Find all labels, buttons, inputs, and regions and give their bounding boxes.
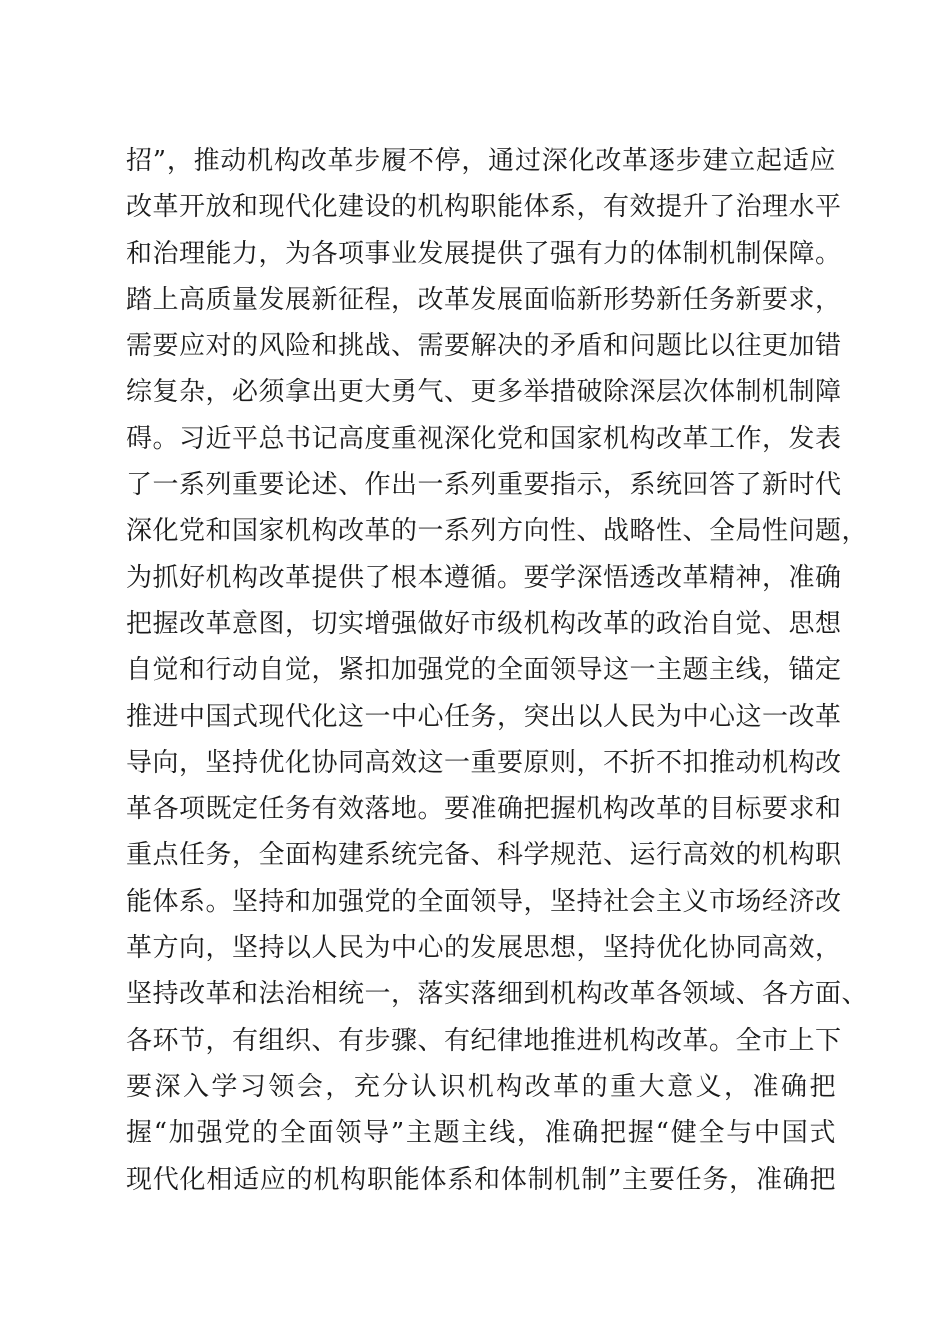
text-line: 深化党和国家机构改革的一系列方向性、战略性、全局性问题，: [126, 516, 869, 547]
text-line: 为抓好机构改革提供了根本遵循。要学深悟透改革精神，准确: [126, 562, 842, 593]
text-line: 招”，推动机构改革步履不停，通过深化改革逐步建立起适应: [126, 146, 836, 176]
text-line: 各环节，有组织、有步骤、有纪律地推进机构改革。全市上下: [126, 1025, 842, 1056]
text-line: 要深入学习领会，充分认识机构改革的重大意义，准确把: [126, 1071, 836, 1102]
text-line: 重点任务，全面构建系统完备、科学规范、运行高效的机构职: [126, 840, 842, 871]
text-line: 踏上高质量发展新征程，改革发展面临新形势新任务新要求，: [126, 284, 842, 315]
text-line: 导向，坚持优化协同高效这一重要原则，不折不扣推动机构改: [126, 747, 842, 778]
text-line: 把握改革意图，切实增强做好市级机构改革的政治自觉、思想: [126, 608, 842, 639]
text-line: 自觉和行动自觉，紧扣加强党的全面领导这一主题主线，锚定: [126, 655, 842, 686]
body-text: [126, 138, 869, 1203]
text-line: 综复杂，必须拿出更大勇气、更多举措破除深层次体制机制障: [126, 377, 842, 408]
text-line: 握“加强党的全面领导”主题主线，准确把握“健全与中国式: [126, 1118, 836, 1149]
text-line: 坚持改革和法治相统一，落实落细到机构改革各领域、各方面、: [126, 979, 869, 1010]
text-line: 能体系。坚持和加强党的全面领导，坚持社会主义市场经济改: [126, 886, 842, 917]
text-line: 碍。习近平总书记高度重视深化党和国家机构改革工作，发表: [126, 423, 842, 454]
text-line: 革各项既定任务有效落地。要准确把握机构改革的目标要求和: [126, 794, 842, 825]
text-line: 和治理能力，为各项事业发展提供了强有力的体制机制保障。: [126, 238, 842, 269]
text-line: 了一系列重要论述、作出一系列重要指示，系统回答了新时代: [126, 470, 842, 501]
text-line: 改革开放和现代化建设的机构职能体系，有效提升了治理水平: [126, 192, 842, 223]
text-line: 现代化相适应的机构职能体系和体制机制”主要任务，准确把: [126, 1164, 836, 1195]
text-line: 推进中国式现代化这一中心任务，突出以人民为中心这一改革: [126, 701, 842, 732]
text-line: 革方向，坚持以人民为中心的发展思想，坚持优化协同高效，: [126, 933, 842, 964]
text-line: 需要应对的风险和挑战、需要解决的矛盾和问题比以往更加错: [126, 331, 842, 362]
